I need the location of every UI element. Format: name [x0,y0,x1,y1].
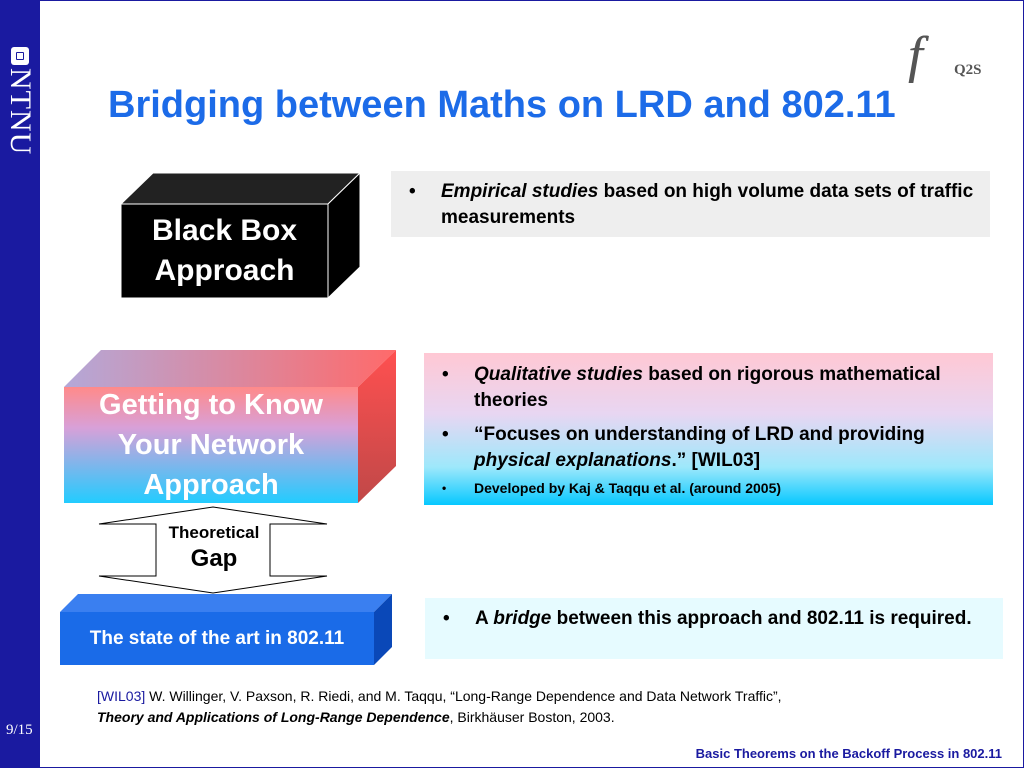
bullet-dot: • [442,481,447,495]
getting-to-know-line1: Getting to Know [99,389,323,421]
theoretical-gap-label [150,522,278,574]
q2s-ff-mark: ff [908,27,909,84]
bridge-bullet [425,606,1003,632]
bridge-pre: A [475,608,494,629]
reference-citation [97,686,977,728]
qualitative-bullet-1 [424,362,993,414]
q2s-logo [908,28,988,88]
slide-footer: Basic Theorems on the Backoff Process in 802.11 [695,746,1002,761]
q2s-label: Q2S [954,62,982,78]
reference-authors: W. Willinger, V. Paxson, R. Riedi, and M. Taqqu, “Long-Range Dependence and Data Network Traffic”, [145,688,782,704]
getting-to-know-line3: Approach [143,469,279,501]
bullet-dot: • [442,364,449,385]
qualitative-text: based on rigorous mathematical theories [474,364,941,411]
reference-publisher: , Birkhäuser Boston, 2003. [449,709,615,725]
reference-tag: [WIL03] [97,688,146,704]
bridge-post: between this approach and 802.11 is required. [551,608,972,629]
page-number: 9/15 [6,722,33,738]
empirical-bullet [391,179,990,231]
slide-title: Bridging between Maths on LRD and 802.11 [108,84,896,126]
empirical-studies-panel [391,171,990,237]
reference-book: Theory and Applications of Long-Range Dependence [97,709,450,725]
focus-quote-pre: “Focuses on understanding of LRD and providing [474,424,925,445]
qualitative-studies-panel [424,353,993,505]
empirical-emphasis: Empirical studies [441,181,599,202]
black-box-line2: Approach [154,254,295,287]
focus-quote-post: .” [WIL03] [671,450,761,471]
developed-by-text: Developed by Kaj & Taqqu et al. (around 2005) [474,480,782,496]
black-box-line1: Black Box [151,214,298,247]
gap-line1: Theoretical [168,523,260,542]
getting-to-know-line2: Your Network [117,429,305,461]
black-box-approach [120,172,362,300]
sidebar [0,0,40,768]
empirical-text: based on high volume data sets of traffic measurements [441,181,974,228]
qualitative-bullet-3 [424,478,993,498]
getting-to-know-approach [64,350,396,504]
qualitative-bullet-2 [424,422,993,474]
bridge-emphasis: bridge [493,608,552,629]
ntnu-logo-text: NTNU [4,68,37,156]
bullet-dot: • [443,608,450,629]
gap-line2: Gap [190,545,238,572]
state-of-art-label: The state of the art in 802.11 [89,627,345,649]
ntnu-logo-icon [11,47,29,65]
getting-to-know-label [64,387,358,503]
bullet-dot: • [442,424,449,445]
physical-explanations-emphasis: physical explanations [474,450,672,471]
bridge-panel [425,598,1003,659]
qualitative-emphasis: Qualitative studies [474,364,643,385]
black-box-label [121,204,328,298]
bullet-dot: • [409,181,416,202]
state-of-art-box [60,594,392,666]
